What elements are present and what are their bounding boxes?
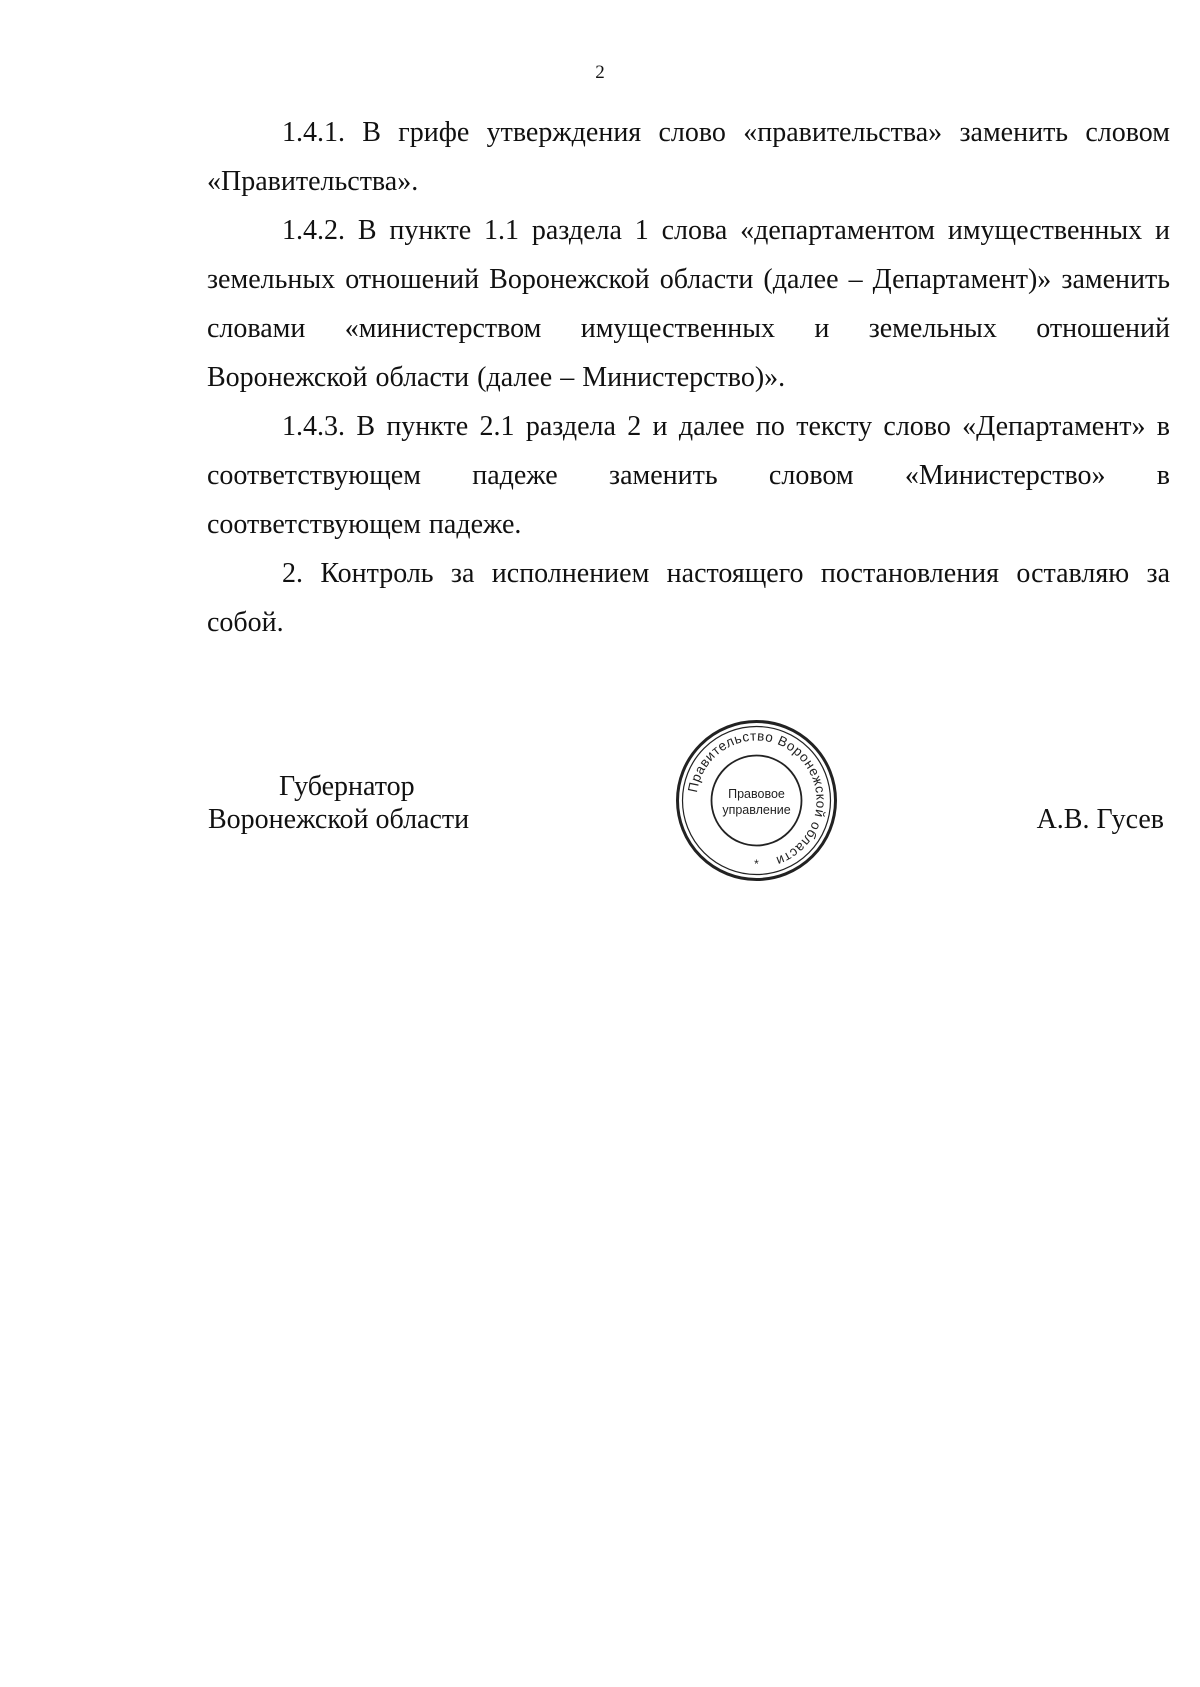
position-title: Губернатор [279, 771, 415, 802]
paragraph-1-4-3: 1.4.3. В пункте 2.1 раздела 2 и далее по тексту слово «Департамент» в соответствующем падеже заменить словом «Министерство» в соответствующем падеже. [207, 411, 1170, 540]
seal-ring-text: Правительство Воронежской области [685, 728, 829, 869]
paragraph-1-4-1: 1.4.1. В грифе утверждения слово «правительства» заменить словом «Правительства». [207, 117, 1170, 197]
official-seal [674, 718, 839, 883]
page-number: 2 [595, 62, 605, 83]
seal-center-line1: Правовое [728, 787, 785, 801]
paragraph-1-4-2: 1.4.2. В пункте 1.1 раздела 1 слова «департаментом имущественных и земельных отношений Воронежской области (далее – Департамент)» заменить словами «министерством имущественных и земельных отношений Воронежской области (далее – Министерство)». [207, 215, 1170, 393]
document-body [207, 108, 1170, 647]
signatory-name: А.В. Гусев [1036, 804, 1164, 835]
paragraph-2: 2. Контроль за исполнением настоящего постановления оставляю за собой. [207, 558, 1170, 638]
seal-center-line2: управление [722, 803, 791, 817]
seal-star: * [754, 857, 759, 871]
position-region: Воронежской области [208, 804, 470, 835]
signatory-position [208, 770, 469, 836]
